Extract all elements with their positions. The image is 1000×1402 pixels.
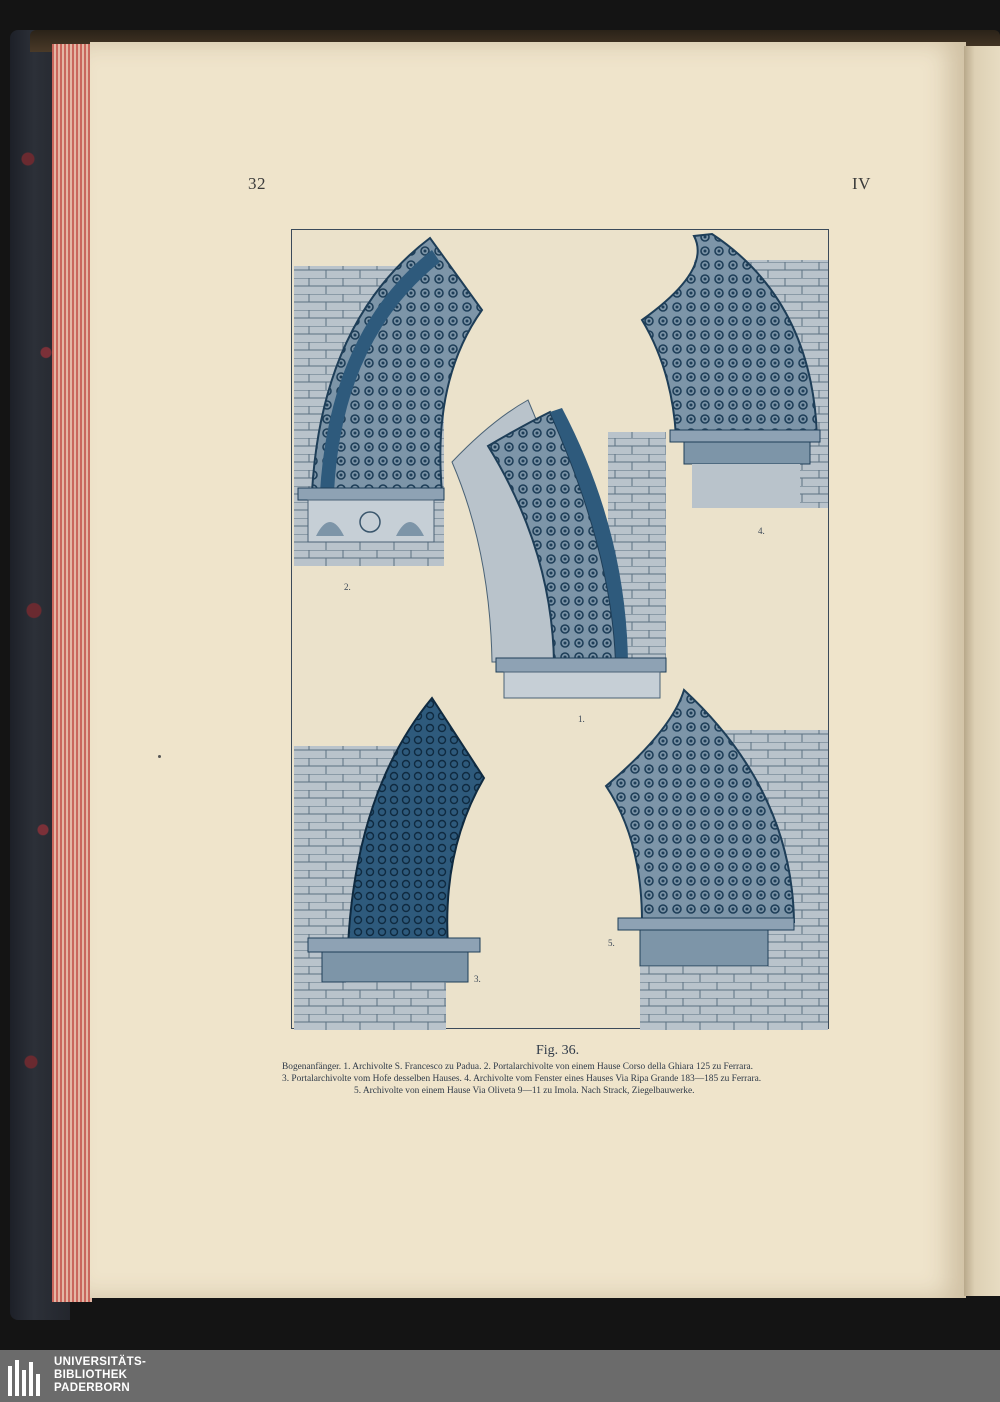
plate-label-3: 3. — [474, 974, 481, 984]
logo-line-3: PADERBORN — [54, 1382, 130, 1394]
page-edges — [52, 44, 92, 1302]
arch-illustrations — [292, 230, 830, 1030]
library-logo-text — [54, 1356, 146, 1395]
arch-4 — [642, 234, 828, 508]
figure-caption-title: Fig. 36. — [536, 1043, 580, 1058]
arch-1 — [452, 400, 666, 698]
plate-number: IV — [852, 174, 871, 193]
arch-5 — [606, 690, 828, 1030]
library-logo-icon — [6, 1358, 44, 1396]
plate-label-1: 1. — [578, 714, 585, 724]
plate-label-5: 5. — [608, 938, 615, 948]
logo-line-2: BIBLIOTHEK — [54, 1369, 128, 1381]
caption-line-2: 3. Portalarchivolte vom Hofe desselben Hauses. 4. Archivolte vom Fenster eines Hauses Via Ripa Grande 183—185 zu Ferrara. — [282, 1074, 762, 1084]
plate-label-4: 4. — [758, 526, 765, 536]
page-number: 32 — [248, 174, 266, 193]
caption-line-1: Bogenanfänger. 1. Archivolte S. Francesco zu Padua. 2. Portalarchivolte von einem Hause Corso della Ghiara 125 zu Ferrara. — [282, 1062, 753, 1072]
logo-line-1: UNIVERSITÄTS- — [54, 1356, 147, 1368]
library-footer — [0, 1350, 1000, 1402]
facing-page-edge — [964, 46, 1000, 1296]
page-speck — [158, 755, 161, 758]
caption-line-3: 5. Archivolte von einem Hause Via Oliveta 9—11 zu Imola. Nach Strack, Ziegelbauwerke. — [354, 1086, 695, 1096]
arch-2 — [294, 238, 482, 566]
plate-label-2: 2. — [344, 582, 351, 592]
figure-plate — [291, 229, 829, 1029]
arch-3 — [294, 698, 484, 1030]
